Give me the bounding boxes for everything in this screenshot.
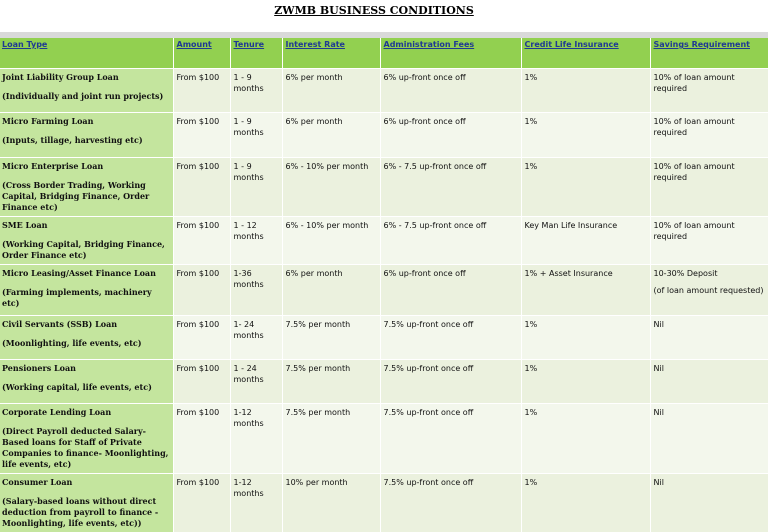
loan-name: Civil Servants (SSB) Loan	[2, 319, 117, 329]
admin-fees-cell: 7.5% up-front once off	[380, 404, 521, 474]
admin-fees-cell: 6% - 7.5 up-front once off	[380, 158, 521, 217]
admin-fees-cell: 6% up-front once off	[380, 265, 521, 316]
loan-description: (Moonlighting, life events, etc)	[2, 338, 170, 349]
loan-type-cell	[0, 158, 173, 217]
savings-requirement: Nil	[654, 408, 664, 417]
interest-rate-cell: 6% per month	[282, 113, 380, 158]
loan-description: (Inputs, tillage, harvesting etc)	[2, 135, 170, 146]
insurance-cell: 1%	[521, 158, 650, 217]
loan-description: (Direct Payroll deducted Salary-Based loans for Staff of Private Companies to finance- Moonlighting, life events, etc)	[2, 426, 170, 470]
amount-cell: From $100	[173, 69, 230, 113]
tenure-cell: 1 - 9 months	[230, 113, 282, 158]
savings-requirement: Nil	[654, 478, 664, 487]
table-row	[0, 474, 768, 532]
loan-name: Pensioners Loan	[2, 363, 76, 373]
insurance-cell: 1%	[521, 69, 650, 113]
loan-type-cell	[0, 474, 173, 532]
loan-description: (Working capital, life events, etc)	[2, 382, 170, 393]
tenure-cell: 1-36 months	[230, 265, 282, 316]
tenure-cell: 1 - 12 months	[230, 217, 282, 265]
col-header-savings: Savings Requirement	[650, 38, 768, 69]
admin-fees-cell: 7.5% up-front once off	[380, 316, 521, 360]
tenure-cell: 1 - 9 months	[230, 158, 282, 217]
tenure-cell: 1 - 9 months	[230, 69, 282, 113]
savings-requirement: 10% of loan amount required	[654, 73, 735, 93]
col-header-tenure: Tenure	[230, 38, 282, 69]
loan-description: (Working Capital, Bridging Finance, Order Finance etc)	[2, 239, 170, 261]
admin-fees-cell: 6% - 7.5 up-front once off	[380, 217, 521, 265]
loan-name: SME Loan	[2, 220, 47, 230]
amount-cell: From $100	[173, 158, 230, 217]
table-row	[0, 69, 768, 113]
interest-rate-cell: 10% per month	[282, 474, 380, 532]
tenure-cell: 1- 24 months	[230, 316, 282, 360]
amount-cell: From $100	[173, 265, 230, 316]
insurance-cell: 1% + Asset Insurance	[521, 265, 650, 316]
savings-cell	[650, 360, 768, 404]
loan-type-cell	[0, 404, 173, 474]
savings-cell	[650, 474, 768, 532]
conditions-table	[0, 38, 768, 532]
interest-rate-cell: 6% per month	[282, 265, 380, 316]
col-header-loan-type: Loan Type	[0, 38, 173, 69]
tenure-cell: 1-12 months	[230, 404, 282, 474]
admin-fees-cell: 7.5% up-front once off	[380, 360, 521, 404]
insurance-cell: 1%	[521, 404, 650, 474]
table-row	[0, 360, 768, 404]
loan-name: Micro Enterprise Loan	[2, 161, 103, 171]
loan-type-cell	[0, 265, 173, 316]
loan-name: Micro Farming Loan	[2, 116, 93, 126]
loan-description: (Salary-based loans without direct deduction from payroll to finance - Moonlighting, life events, etc))	[2, 496, 170, 529]
interest-rate-cell: 6% per month	[282, 69, 380, 113]
table-row	[0, 113, 768, 158]
loan-description: (Cross Border Trading, Working Capital, Bridging Finance, Order Finance etc)	[2, 180, 170, 213]
loan-type-cell	[0, 113, 173, 158]
savings-requirement: Nil	[654, 320, 664, 329]
savings-cell	[650, 404, 768, 474]
tenure-cell: 1-12 months	[230, 474, 282, 532]
table-row	[0, 404, 768, 474]
interest-rate-cell: 7.5% per month	[282, 360, 380, 404]
tenure-cell: 1 - 24 months	[230, 360, 282, 404]
insurance-cell: 1%	[521, 474, 650, 532]
savings-requirement: 10-30% Deposit	[654, 269, 718, 278]
interest-rate-cell: 6% - 10% per month	[282, 158, 380, 217]
savings-note: (of loan amount requested)	[654, 285, 765, 296]
interest-rate-cell: 7.5% per month	[282, 404, 380, 474]
amount-cell: From $100	[173, 316, 230, 360]
loan-description: (Individually and joint run projects)	[2, 91, 170, 102]
loan-name: Corporate Lending Loan	[2, 407, 111, 417]
table-row	[0, 265, 768, 316]
loan-name: Joint Liability Group Loan	[2, 72, 119, 82]
savings-requirement: Nil	[654, 364, 664, 373]
savings-cell	[650, 69, 768, 113]
insurance-cell: 1%	[521, 113, 650, 158]
col-header-amount: Amount	[173, 38, 230, 69]
savings-cell	[650, 217, 768, 265]
loan-name: Micro Leasing/Asset Finance Loan	[2, 268, 156, 278]
savings-requirement: 10% of loan amount required	[654, 221, 735, 241]
loan-type-cell	[0, 217, 173, 265]
loan-description: (Farming implements, machinery etc)	[2, 287, 170, 309]
loan-name: Consumer Loan	[2, 477, 72, 487]
table-row	[0, 217, 768, 265]
amount-cell: From $100	[173, 404, 230, 474]
amount-cell: From $100	[173, 217, 230, 265]
insurance-cell: Key Man Life Insurance	[521, 217, 650, 265]
amount-cell: From $100	[173, 113, 230, 158]
savings-requirement: 10% of loan amount required	[654, 117, 735, 137]
savings-cell	[650, 113, 768, 158]
header-row	[0, 38, 768, 69]
savings-cell	[650, 158, 768, 217]
table-row	[0, 316, 768, 360]
loan-type-cell	[0, 360, 173, 404]
amount-cell: From $100	[173, 360, 230, 404]
insurance-cell: 1%	[521, 360, 650, 404]
loan-type-cell	[0, 69, 173, 113]
savings-cell	[650, 316, 768, 360]
table-row	[0, 158, 768, 217]
admin-fees-cell: 6% up-front once off	[380, 113, 521, 158]
loan-type-cell	[0, 316, 173, 360]
interest-rate-cell: 6% - 10% per month	[282, 217, 380, 265]
savings-requirement: 10% of loan amount required	[654, 162, 735, 182]
col-header-interest-rate: Interest Rate	[282, 38, 380, 69]
amount-cell: From $100	[173, 474, 230, 532]
col-header-admin-fees: Administration Fees	[380, 38, 521, 69]
col-header-insurance: Credit Life Insurance	[521, 38, 650, 69]
admin-fees-cell: 7.5% up-front once off	[380, 474, 521, 532]
page-title: ZWMB BUSINESS CONDITIONS	[0, 4, 748, 17]
savings-cell	[650, 265, 768, 316]
insurance-cell: 1%	[521, 316, 650, 360]
interest-rate-cell: 7.5% per month	[282, 316, 380, 360]
admin-fees-cell: 6% up-front once off	[380, 69, 521, 113]
